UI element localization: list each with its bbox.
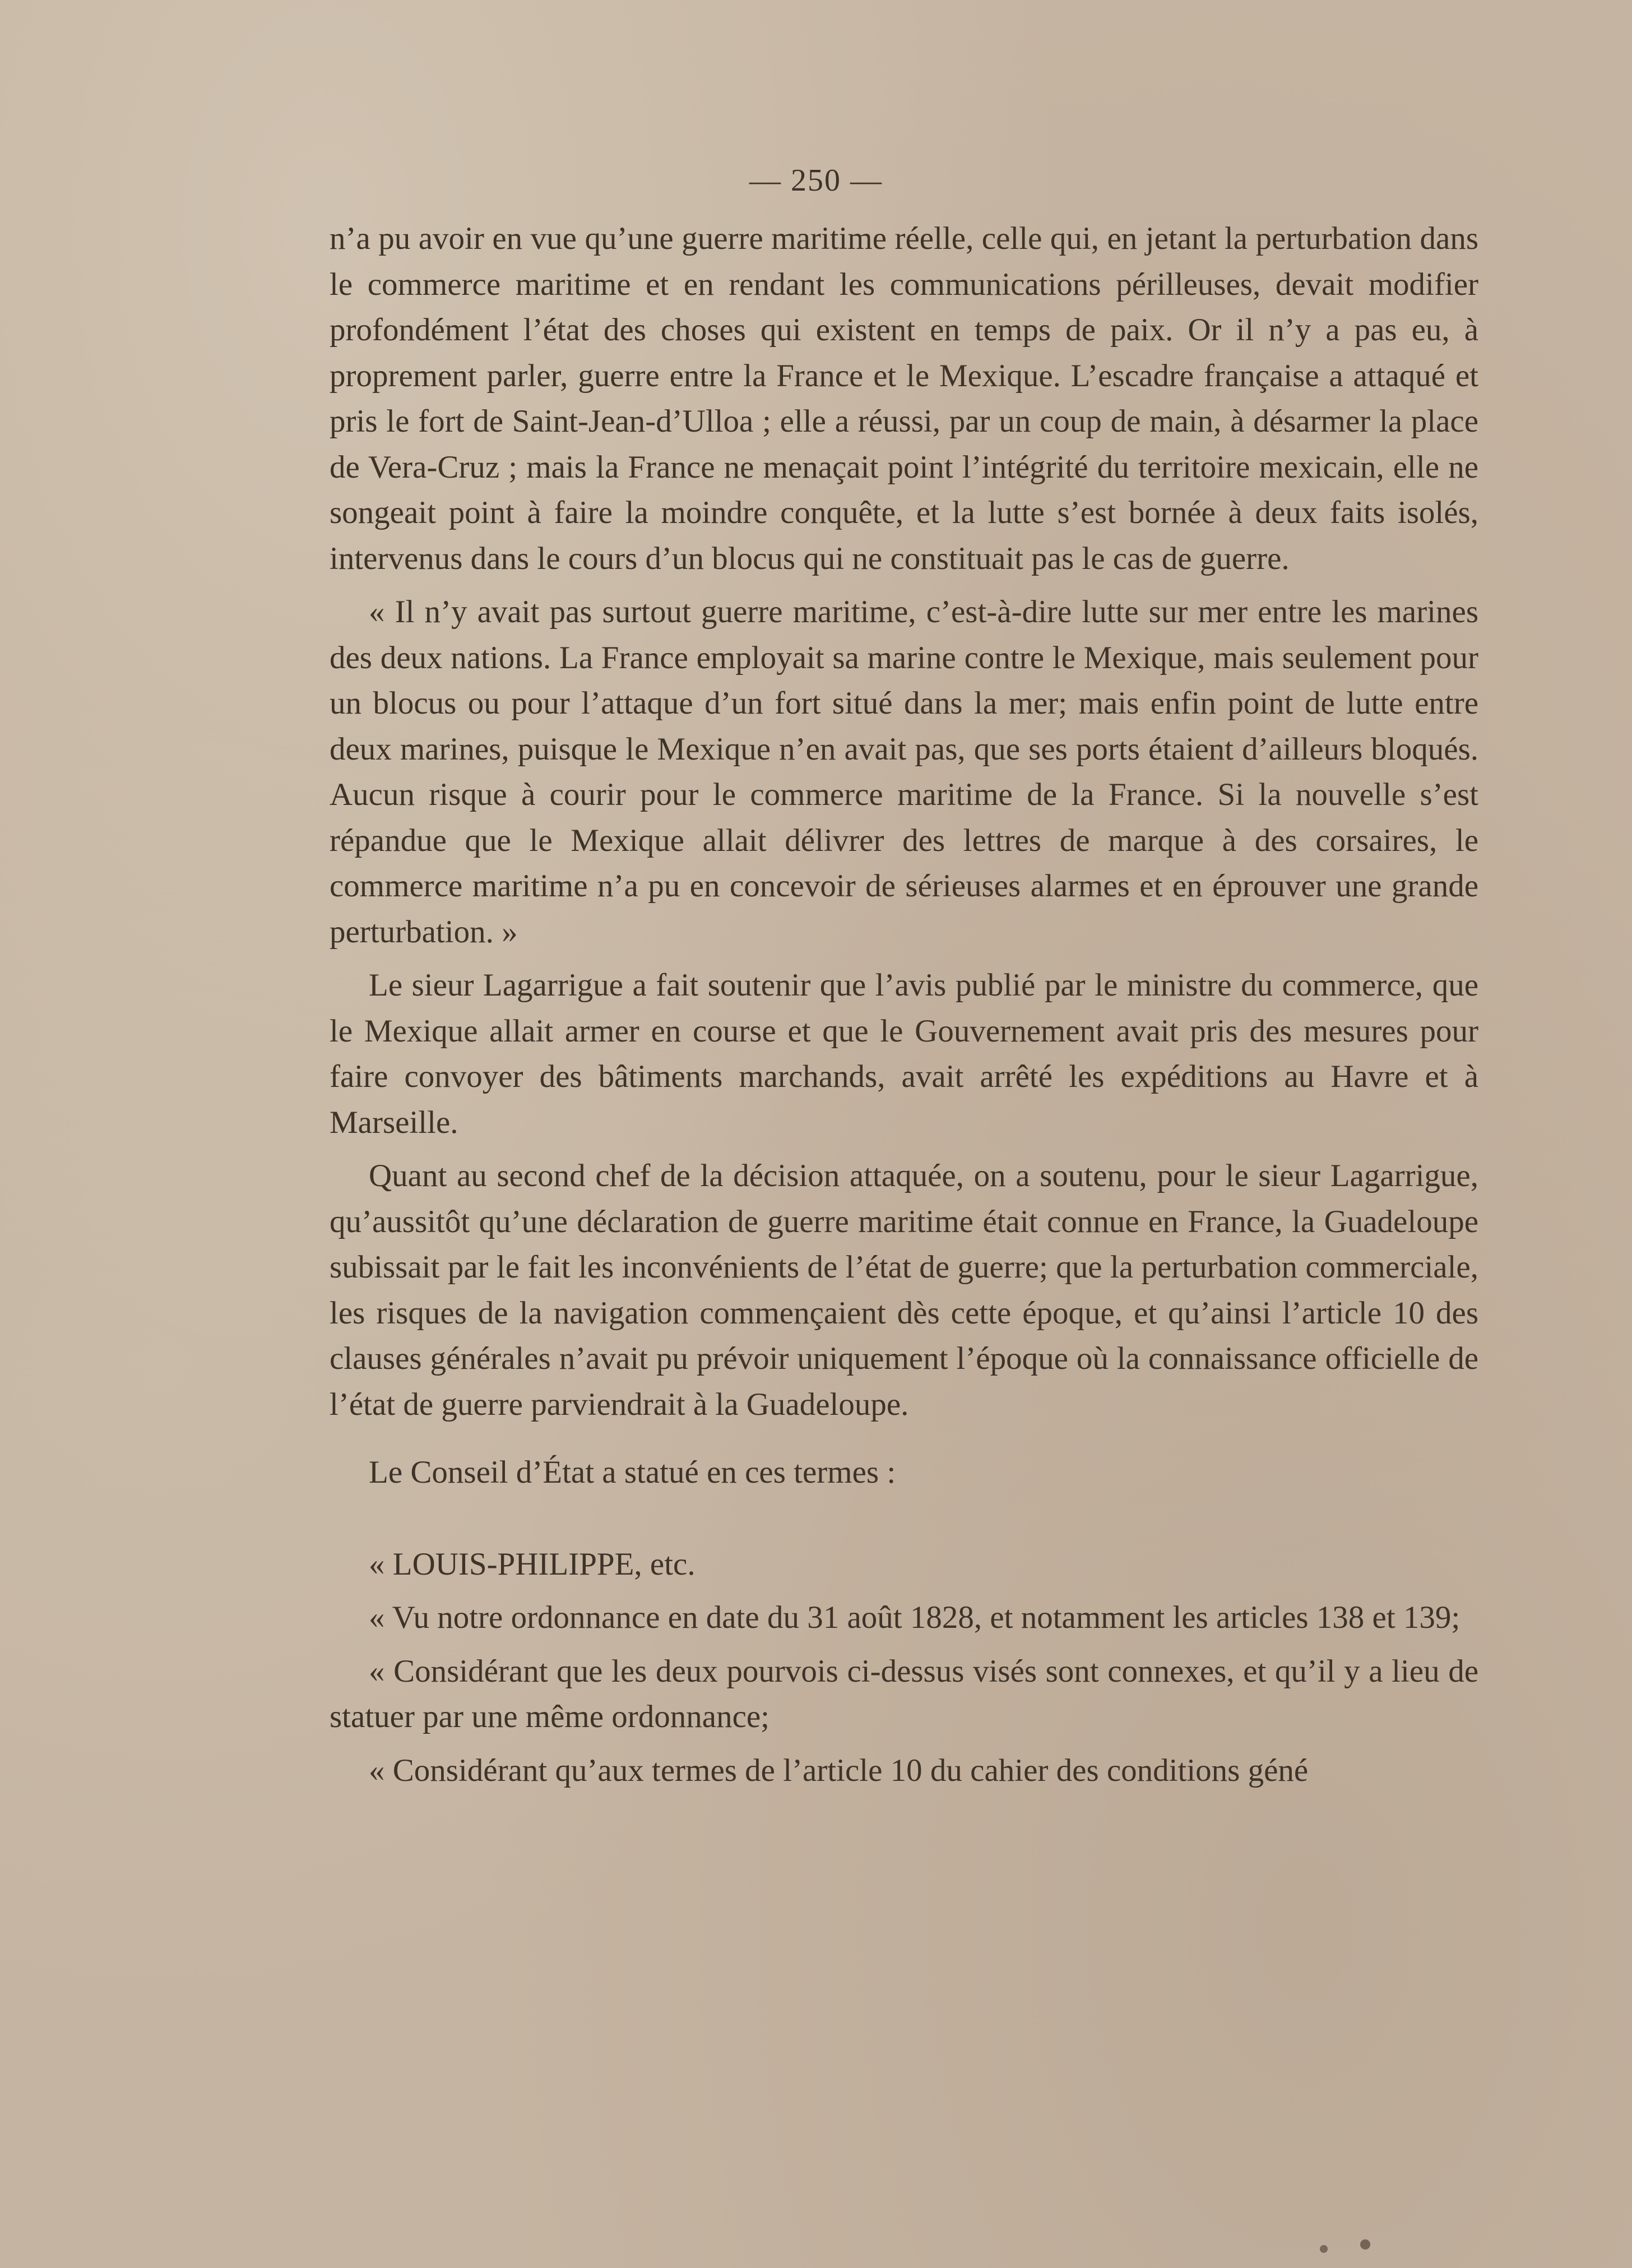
paragraph-vu-ordonnance: « Vu notre ordonnance en date du 31 août 1828, et notamment les articles 138 et 139; — [369, 1600, 1461, 1635]
paragraph-conseil-statue: Le Conseil d’État a statué en ces termes : — [369, 1455, 896, 1490]
ink-specks — [1311, 2237, 1379, 2259]
paragraph-lagarrigue-claim: Le sieur Lagarrigue a fait soutenir que l’avis publié par le ministre du commerce, que le Mexique allait armer en course et que le Gouvernement avait pris des mesures pour faire convoyer des bâtiments marchands, avait arrêté les expéditions au Havre et à Marseille. — [330, 968, 1478, 1140]
paragraph-quote-no-maritime-war: « Il n’y avait pas surtout guerre maritime, c’est-à-dire lutte sur mer entre les marines des deux nations. La France employait sa marine contre le Mexique, mais seulement pour un blocus ou pour l’attaque d’un fort situé dans la mer; mais enfin point de lutte entre deux marines, puisque le Mexique n’en avait pas, que ses ports étaient d’ailleurs bloqués. Aucun risque à courir pour le commerce maritime de la France. Si la nouvelle s’est répandue que le Mexique allait délivrer des lettres de marque à des corsaires, le commerce maritime n’a pu en concevoir de sérieuses alarmes et en éprouver une grande perturbation. » — [330, 594, 1478, 950]
body-text — [330, 216, 1478, 1793]
paragraph-louis-philippe: « LOUIS-PHILIPPE, etc. — [369, 1546, 696, 1582]
paragraph-considerant-article-10: « Considérant qu’aux termes de l’article 10 du cahier des conditions géné — [369, 1752, 1309, 1788]
page-number: — 250 — — [749, 163, 883, 198]
paragraph-second-chef: Quant au second chef de la décision attaquée, on a soutenu, pour le sieur Lagarrigue, qu’aussitôt qu’une déclaration de guerre maritime était connue en France, la Guadeloupe subissait par le fait les inconvénients de l’état de guerre; que la perturbation commerciale, les risques de la navigation commençaient dès cette époque, et qu’ainsi l’article 10 des clauses générales n’avait pu prévoir uniquement l’époque où la connaissance officielle de l’état de guerre parviendrait à la Guadeloupe. — [330, 1158, 1478, 1422]
paragraph-maritime-war: n’a pu avoir en vue qu’une guerre maritime réelle, celle qui, en jetant la perturbation dans le commerce maritime et en rendant les communications périlleuses, devait modifier profondément l’état des choses qui existent en temps de paix. Or il n’y a pas eu, à proprement parler, guerre entre la France et le Mexique. L’escadre française a attaqué et pris le fort de Saint-Jean-d’Ulloa ; elle a réussi, par un coup de main, à désarmer la place de Vera-Cruz ; mais la France ne menaçait point l’intégrité du territoire mexicain, elle ne songeait point à faire la moindre conquête, et la lutte s’est bornée à deux faits isolés, intervenus dans le cours d’un blocus qui ne constituait pas le cas de guerre. — [330, 221, 1478, 576]
paragraph-considerant-connexes: « Considérant que les deux pourvois ci-dessus visés sont connexes, et qu’il y a lieu de statuer par une même ordonnance; — [330, 1653, 1478, 1734]
